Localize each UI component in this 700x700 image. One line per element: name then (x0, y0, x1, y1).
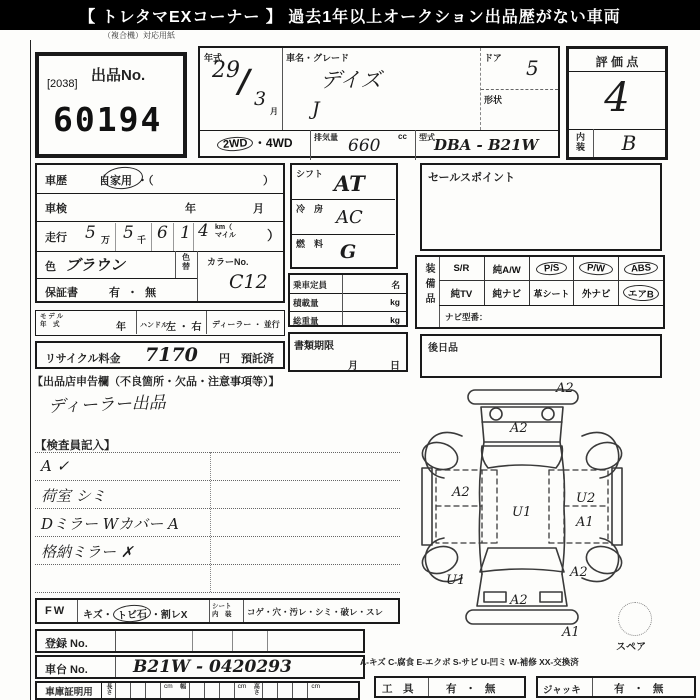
garage-cell (262, 683, 277, 698)
spare-tire-circle (618, 602, 652, 636)
model-year-label-top: モ デ ル (40, 313, 64, 320)
color-change-top: 色 (182, 253, 190, 262)
fuel-value: G (340, 241, 357, 263)
grade-value: J (312, 98, 320, 120)
equipment-side-label: 装備品 (423, 263, 434, 308)
inspector-line: A ✓ (41, 457, 70, 475)
color-no-value: C12 (229, 271, 268, 293)
mileage-d1: 6 (157, 223, 168, 243)
name-value: デイズ (320, 68, 382, 92)
equip-navi-label: 純ナビ (492, 289, 521, 300)
fw-opt-post: ・割レX (150, 610, 188, 621)
equip-ps (529, 257, 574, 281)
damage-mark: A1 (562, 625, 580, 640)
interior-value: B (621, 131, 637, 155)
recycle-status: 預託済 (241, 353, 274, 365)
damage-mark: A1 (576, 515, 594, 530)
spec-table (198, 46, 560, 158)
mileage-label: 走行 (45, 232, 67, 244)
inspector-line: 格納ミラー ✗ (41, 543, 134, 561)
grade-label: 評 価 点 (595, 55, 639, 69)
shift-value: AT (334, 171, 365, 196)
grade-box (566, 46, 668, 160)
declaration-note: ディーラー出品 (47, 392, 167, 418)
interior-label: 内装 (575, 132, 585, 152)
inspector-table (35, 452, 400, 595)
damage-mark: A2 (452, 485, 470, 500)
car-history-paren-close: ） (263, 175, 274, 187)
exhibit-number: 60194 (53, 100, 163, 139)
equipment-table (415, 255, 665, 329)
damage-mark: A2 (570, 565, 588, 580)
equip-aw-label: 純A/W (492, 264, 521, 276)
door-value: 5 (526, 56, 539, 80)
capacity-row-label: 総重量 (293, 316, 319, 326)
fw-opt-tobiishi-circled: トビ石 (112, 604, 151, 624)
model-year-label (40, 313, 63, 329)
tools-box (374, 676, 526, 698)
inspector-label: 【検査員記入】 (35, 440, 116, 452)
garage-cell (130, 683, 145, 698)
fw-row (35, 598, 400, 624)
header-bar (0, 0, 700, 30)
damage-mark: A2 (556, 381, 574, 396)
fw-opt-pre: キズ・ (83, 610, 113, 621)
damage-mark: U1 (512, 505, 532, 520)
door-label: ドア (484, 53, 502, 63)
capacity-row-label: 乗車定員 (293, 280, 328, 290)
equip-extnavi (573, 281, 618, 305)
capacity-table (288, 273, 408, 327)
color-no-label: カラーNo. (207, 257, 249, 267)
year-month-value: 3 (254, 88, 267, 110)
car-damage-diagram (400, 378, 640, 658)
damage-mark: A2 (510, 421, 528, 436)
ac-label: 冷 房 (296, 204, 324, 214)
equip-navi (484, 281, 529, 305)
mileage-unit-km: km（ (215, 224, 233, 231)
capacity-row-label: 積載量 (293, 298, 319, 308)
damage-mark: U2 (576, 491, 596, 506)
exhibit-no-box (35, 52, 187, 158)
dealer-parallel-value: ディーラー ・ 並行 (212, 320, 280, 329)
equip-airbag-circled: エアB (623, 284, 660, 302)
registration-label: 登録 No. (45, 638, 88, 650)
seat-interior-label (212, 603, 232, 619)
garage-unit: cm (311, 683, 321, 690)
windshield-shape (480, 548, 564, 572)
left-rail-shape (422, 468, 432, 545)
equip-extnavi-label: 外ナビ (582, 289, 611, 300)
shape-label: 形状 (484, 95, 503, 105)
color-change-label (177, 253, 195, 271)
damage-legend: A-キズ C-腐食 E-エクボ S-サビ U-凹ミ W-補修 XX-交換済 (360, 657, 579, 667)
mileage-unit-mile: マイル (215, 232, 236, 239)
year-value: 29 (212, 58, 240, 83)
garage-row (35, 681, 360, 700)
right-rail-shape (612, 468, 622, 545)
seat-options: コゲ・穴・汚レ・シミ・破レ・スレ (247, 607, 384, 617)
drive-4wd: 4WD (265, 136, 293, 150)
garage-cell (277, 683, 292, 698)
car-history-value: 自家用 (99, 175, 132, 187)
left-headlight-shape (484, 592, 506, 602)
shaken-label: 車検 (45, 203, 67, 215)
color-value: ブラウン (65, 256, 126, 274)
later-items-label: 後日品 (428, 343, 458, 354)
garage-cell (292, 683, 308, 698)
shaken-year: 年 (185, 203, 196, 215)
jack-box (536, 676, 696, 698)
sales-point-box (420, 163, 662, 251)
garage-cell (145, 683, 161, 698)
garage-cell (189, 683, 204, 698)
shaken-month: 月 (253, 203, 264, 215)
equip-leather (529, 281, 574, 305)
garage-unit: cm (164, 683, 173, 690)
drivetrain-box (290, 163, 398, 269)
docs-day: 日 (390, 361, 400, 372)
fw-options (83, 605, 187, 622)
mileage-d3: 4 (198, 221, 209, 241)
recycle-unit: 円 (219, 353, 230, 365)
damage-mark: U1 (446, 573, 466, 588)
garage-cell (115, 683, 130, 698)
equip-leather-label: 革シート (533, 288, 570, 299)
grade-value: 4 (604, 75, 630, 121)
garage-height-label: 高さ (252, 683, 259, 695)
seat-label-top: シート (212, 603, 232, 610)
equip-abs (618, 257, 663, 281)
right-headlight-shape (540, 592, 562, 602)
name-label: 車名・グレード (286, 53, 350, 63)
equip-airbag (618, 281, 663, 305)
ac-value: AC (336, 207, 363, 228)
capacity-row-unit: kg (390, 297, 400, 307)
history-table (35, 163, 285, 303)
handle-label: ハンドル (140, 322, 168, 329)
spare-label: スペア (616, 642, 646, 653)
damage-mark: A2 (510, 593, 528, 608)
garage-cell (219, 683, 235, 698)
capacity-row-unit: 名 (391, 280, 400, 290)
mileage-sen-digit: 5 (123, 223, 134, 243)
paper-note: （複合機）対応用紙 (103, 31, 175, 40)
docs-month: 月 (348, 361, 358, 372)
docs-label: 書類期限 (294, 341, 334, 352)
mileage-paren-close: ） (267, 228, 281, 243)
garage-cell (204, 683, 219, 698)
equip-sr-label: S/R (453, 263, 470, 274)
jack-value: 有 ・ 無 (614, 683, 667, 695)
mileage-unit (215, 224, 236, 240)
year-slash: / (238, 62, 250, 100)
inspector-line: 荷室 シミ (41, 487, 106, 505)
car-history-paren-open: ・（ (137, 175, 154, 187)
fw-label: FW (45, 605, 67, 617)
mileage-d2: 1 (180, 223, 191, 243)
color-label: 色 (45, 261, 56, 273)
chassis-value: B21W - 0420293 (133, 657, 292, 677)
equip-abs-circled: ABS (624, 261, 659, 276)
warranty-label: 保証書 (45, 287, 78, 299)
exhibit-label: 出品No. (91, 67, 146, 84)
exhibit-bracket: [2038] (47, 78, 78, 90)
displacement-value: 660 (348, 136, 381, 156)
handle-value: 左 ・ 右 (166, 322, 202, 333)
recycle-fee-box (35, 341, 285, 369)
capacity-row-unit: kg (390, 315, 400, 325)
front-bumper-shape (466, 610, 578, 624)
color-change-bottom: 替 (182, 262, 190, 271)
model-year-row (35, 310, 285, 336)
model-year-unit: 年 (116, 322, 126, 333)
year-label: 年式 (204, 53, 223, 63)
equip-pw-circled: P/W (579, 261, 614, 276)
page-title: 【 トレタマEXコーナー 】 過去1年以上オークション出品歴がない車両 (79, 8, 621, 26)
equip-sr (439, 257, 484, 281)
declaration-label: 【出品店申告欄（不良箇所・欠品・注意事項等）】 (32, 376, 280, 388)
tools-label: 工 具 (382, 683, 414, 695)
recycle-value: 7170 (145, 344, 198, 366)
later-items-box (420, 334, 662, 378)
month-label: 月 (270, 107, 278, 116)
sales-point-label: セールスポイント (428, 172, 516, 184)
drive-cell (200, 134, 310, 151)
model-code-label: 型式 (419, 133, 435, 142)
car-history-label: 車歴 (45, 175, 67, 187)
registration-row (35, 629, 365, 653)
displacement-unit: cc (398, 132, 407, 141)
equip-tv-label: 純TV (450, 289, 473, 300)
equip-pw (573, 257, 618, 281)
equip-ps-circled: P/S (535, 261, 567, 276)
rear-glass-shape (482, 446, 563, 468)
model-code-value: DBA - B21W (434, 136, 539, 154)
mileage-sen: 千 (137, 235, 147, 245)
garage-unit: cm (237, 683, 247, 690)
chassis-row (35, 655, 365, 679)
garage-label: 車庫証明用 (45, 686, 93, 698)
navi-model-label: ナビ型番： (445, 312, 488, 322)
model-year-label-bottom: 年 式 (40, 321, 60, 328)
warranty-value: 有 ・ 無 (109, 287, 159, 299)
chassis-label: 車台 No. (45, 664, 88, 676)
tools-value: 有 ・ 無 (446, 683, 499, 695)
docs-deadline-box (288, 332, 408, 372)
seat-label-bottom: 内 装 (212, 611, 232, 618)
recycle-label: リサイクル料金 (45, 353, 121, 365)
mileage-man-digit: 5 (85, 223, 96, 243)
equipment-grid (439, 257, 663, 305)
inspector-line: Dミラー Wカバー A (41, 515, 179, 533)
fuel-label: 燃 料 (296, 239, 324, 249)
drive-2wd-circled: 2WD (217, 136, 254, 153)
left-margin-rule (30, 40, 31, 700)
equip-tv (439, 281, 484, 305)
equip-aw (484, 257, 529, 281)
shift-label: シフト (296, 169, 324, 179)
drive-dot: ・ (253, 136, 266, 150)
garage-width-label: 幅 (178, 683, 185, 689)
garage-length-label: 長さ (105, 683, 111, 695)
displacement-label: 排気量 (314, 133, 338, 142)
jack-label: ジャッキ (543, 685, 581, 696)
mileage-man: 万 (101, 235, 111, 245)
garage-label-cell (37, 683, 102, 698)
